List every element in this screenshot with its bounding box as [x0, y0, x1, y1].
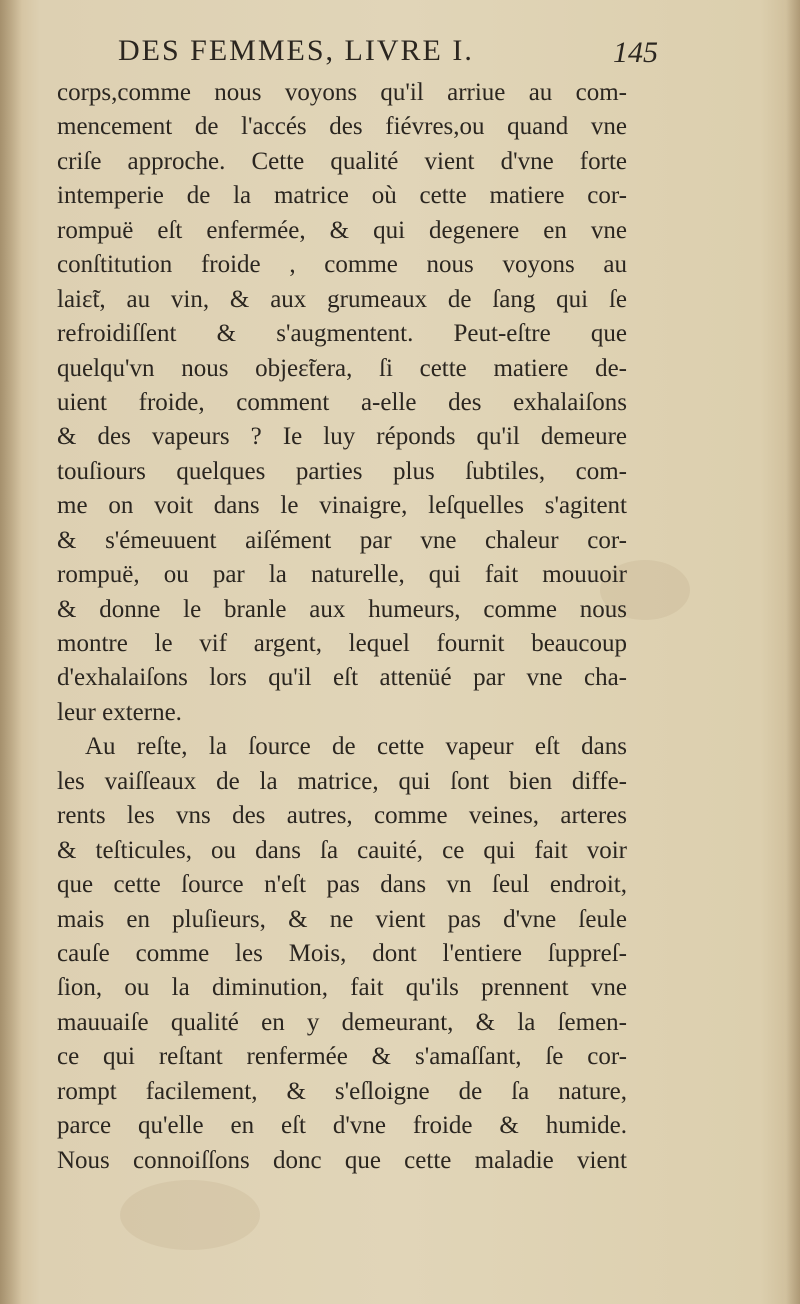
text-line: Nous connoiſſons donc que cette maladie vient — [57, 1146, 627, 1174]
paper-stain — [120, 1180, 260, 1250]
running-head — [118, 30, 658, 70]
text-line: que cette ſource n'eſt pas dans vn ſeul endroit, — [57, 871, 627, 899]
text-line: rompuë eſt enfermée, & qui degenere en vne — [57, 216, 627, 244]
text-line: mauuaiſe qualité en y demeurant, & la ſemen- — [57, 1008, 627, 1036]
text-line: & des vapeurs ? Ie luy réponds qu'il demeure — [57, 423, 627, 451]
text-line: intemperie de la matrice où cette matiere cor- — [57, 182, 627, 210]
text-line: & teſticules, ou dans ſa cauité, ce qui fait voir — [57, 836, 627, 864]
text-line: mais en pluſieurs, & ne vient pas d'vne ſeule — [57, 905, 627, 933]
text-line: rents les vns des autres, comme veines, arteres — [57, 802, 627, 830]
text-line: parce qu'elle en eſt d'vne froide & humide. — [57, 1112, 627, 1140]
text-line: les vaiſſeaux de la matrice, qui ſont bien diffe- — [57, 767, 627, 795]
text-line: rompuë, ou par la naturelle, qui fait mouuoir — [57, 561, 627, 589]
text-line: laiɛ̃t, au vin, & aux grumeaux de ſang qui ſe — [57, 285, 627, 313]
paragraph-start-line: Au reſte, la ſource de cette vapeur eſt dans — [85, 733, 627, 761]
text-line: corps,comme nous voyons qu'il arriue au com- — [57, 79, 627, 106]
text-line: uient froide, comment a-elle des exhalaiſons — [57, 388, 627, 416]
text-line: criſe approche. Cette qualité vient d'vne forte — [57, 147, 627, 175]
body-text — [57, 76, 627, 1178]
gutter-shadow — [0, 0, 22, 1304]
text-line: & s'émeuuent aiſément par vne chaleur cor- — [57, 526, 627, 554]
text-line: mencement de l'accés des fiévres,ou quand vne — [57, 113, 627, 141]
text-line: leur externe. — [57, 698, 182, 726]
text-line: & donne le branle aux humeurs, comme nous — [57, 595, 627, 623]
page-edge — [786, 0, 800, 1304]
text-line: me on voit dans le vinaigre, leſquelles s'agitent — [57, 492, 627, 520]
text-line: montre le vif argent, lequel fournit beaucoup — [57, 630, 627, 657]
text-line: quelqu'vn nous objeɛ̃tera, ſi cette matiere de- — [57, 354, 627, 382]
page-number: 145 — [613, 36, 658, 69]
text-line: ſion, ou la diminution, fait qu'ils prennent vne — [57, 974, 627, 1002]
text-line: d'exhalaiſons lors qu'il eſt attenüé par vne cha- — [57, 664, 627, 692]
text-line: touſiours quelques parties plus ſubtiles, com- — [57, 457, 627, 485]
text-line: conſtitution froide , comme nous voyons au — [57, 251, 627, 279]
text-line: ce qui reſtant renfermée & s'amaſſant, ſe cor- — [57, 1043, 627, 1071]
text-line: cauſe comme les Mois, dont l'entiere ſuppreſ- — [57, 939, 627, 967]
text-line: rompt facilement, & s'eſloigne de ſa nature, — [57, 1077, 627, 1105]
running-title: DES FEMMES, LIVRE I. — [118, 34, 474, 67]
text-line: refroidiſſent & s'augmentent. Peut-eſtre que — [57, 320, 627, 348]
